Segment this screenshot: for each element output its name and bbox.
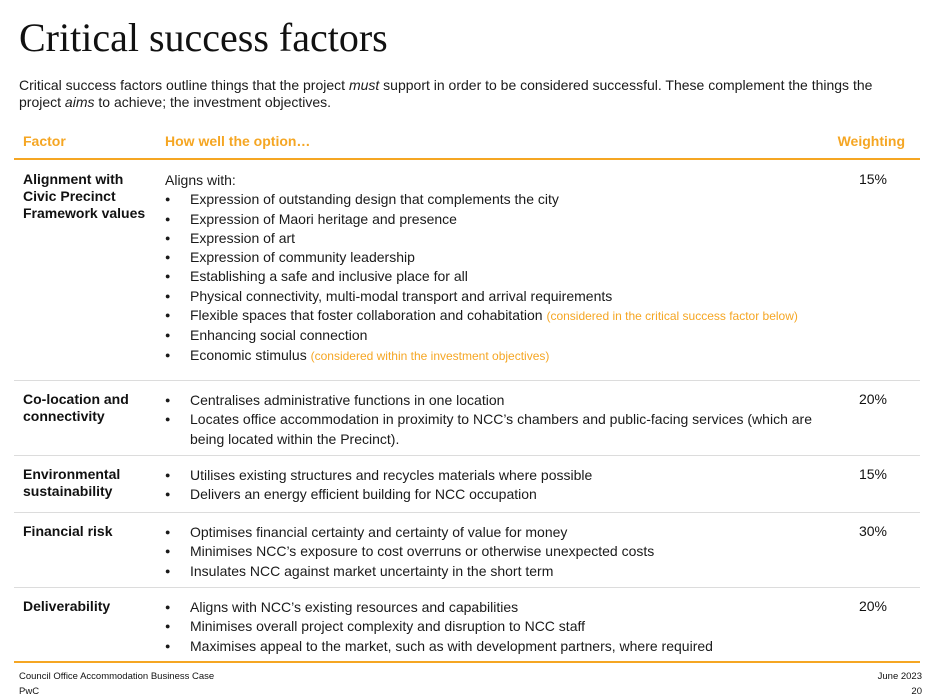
bullet-icon: ● <box>165 252 171 263</box>
list-item <box>165 326 825 345</box>
list-item <box>165 617 825 636</box>
criteria-text: Economic stimulus <box>190 346 307 363</box>
header-factor: Factor <box>23 133 66 149</box>
criteria-text: Aligns with NCC’s existing resources and capabilities <box>190 599 519 615</box>
list-item <box>165 391 825 410</box>
criteria-text: Physical connectivity, multi-modal transport and arrival requirements <box>190 287 613 304</box>
weighting-value: 15% <box>858 171 887 187</box>
criteria-cell <box>165 466 825 505</box>
intro-paragraph <box>19 77 899 111</box>
bullet-icon: ● <box>165 271 171 282</box>
criteria-text: Maximises appeal to the market, such as with development partners, where required <box>190 637 713 654</box>
weighting-value: 20% <box>858 391 887 407</box>
bullet-icon: ● <box>165 470 171 480</box>
weighting-value: 15% <box>858 466 887 482</box>
footer-document-title: Council Office Accommodation Business Case <box>19 671 215 682</box>
factor-name: Environmental sustainability <box>23 466 121 499</box>
list-item <box>165 637 825 656</box>
intro-emphasis-aims: aims <box>64 94 95 110</box>
list-item <box>165 190 825 209</box>
criteria-list <box>165 190 825 366</box>
list-item <box>165 485 825 504</box>
footer-company: PwC <box>19 686 40 697</box>
criteria-text: Enhancing social connection <box>190 327 368 344</box>
bullet-icon: ● <box>165 395 171 405</box>
criteria-text: Insulates NCC against market uncertainty in the short term <box>190 562 554 579</box>
header-weighting: Weighting <box>837 133 905 149</box>
bullet-icon: ● <box>165 330 171 341</box>
criteria-text: Minimises NCC’s exposure to cost overruns or otherwise unexpected costs <box>190 543 655 560</box>
criteria-text: Optimises financial certainty and certainty of value for money <box>190 524 568 540</box>
criteria-text: Utilises existing structures and recycles materials where possible <box>190 467 593 483</box>
weighting-value: 30% <box>858 523 887 539</box>
list-item <box>165 542 825 561</box>
bullet-icon: ● <box>165 489 171 500</box>
intro-text-3: to achieve; the investment objectives. <box>94 94 332 110</box>
bullet-icon: ● <box>165 213 171 224</box>
criteria-text: Centralises administrative functions in one location <box>190 392 505 408</box>
criteria-text: Establishing a safe and inclusive place for all <box>190 268 468 285</box>
criteria-cell <box>165 598 825 656</box>
list-item <box>165 229 825 248</box>
criteria-text: Minimises overall project complexity and disruption to NCC staff <box>190 618 586 635</box>
table-row <box>14 512 920 588</box>
factor-name: Co-location and connectivity <box>23 391 129 424</box>
bullet-icon: ● <box>165 621 171 632</box>
bullet-icon: ● <box>165 565 171 576</box>
criteria-text: Expression of art <box>190 229 296 246</box>
criteria-text: Locates office accommodation in proximity to NCC’s chambers and public-facing services (which are being located within the Precinct). <box>190 411 812 447</box>
list-item <box>165 410 825 449</box>
page-title: Critical success factors <box>19 15 388 60</box>
list-item <box>165 523 825 542</box>
intro-emphasis-must: must <box>348 77 380 93</box>
criteria-list <box>165 598 825 656</box>
footer-date: June 2023 <box>877 671 922 682</box>
intro-text-2: support in order to be considered successful. These complement the things the project <box>19 77 873 110</box>
criteria-cell <box>165 171 825 366</box>
criteria-cell <box>165 391 825 449</box>
list-item <box>165 248 825 267</box>
list-item <box>165 466 825 485</box>
table-row <box>14 455 920 513</box>
list-item <box>165 267 825 286</box>
weighting-value: 20% <box>858 598 887 614</box>
bullet-icon: ● <box>165 194 171 205</box>
criteria-note: (considered within the investment objectives) <box>310 348 550 363</box>
table-row <box>14 380 920 456</box>
bullet-icon: ● <box>165 349 171 360</box>
criteria-text: Expression of Maori heritage and presence <box>190 210 457 227</box>
factor-name: Alignment with Civic Precinct Framework values <box>23 171 146 221</box>
criteria-note: (considered in the critical success factor below) <box>546 309 798 324</box>
footer-page-number: 20 <box>911 686 922 697</box>
list-item <box>165 287 825 306</box>
table-row <box>14 160 920 381</box>
factor-name: Deliverability <box>23 598 111 614</box>
criteria-cell <box>165 523 825 581</box>
criteria-text: Flexible spaces that foster collaboration and cohabitation <box>190 307 543 324</box>
bullet-icon: ● <box>165 290 171 301</box>
bullet-icon: ● <box>165 546 171 557</box>
criteria-text: Delivers an energy efficient building for NCC occupation <box>190 486 537 503</box>
factor-name: Financial risk <box>23 523 113 539</box>
list-item <box>165 210 825 229</box>
criteria-list <box>165 391 825 449</box>
header-how-well: How well the option… <box>165 133 311 149</box>
bullet-icon: ● <box>165 527 171 537</box>
list-item <box>165 346 825 366</box>
list-item <box>165 598 825 617</box>
bullet-icon: ● <box>165 310 171 321</box>
list-item <box>165 306 825 326</box>
criteria-text: Expression of outstanding design that complements the city <box>190 191 559 208</box>
criteria-text: Expression of community leadership <box>190 249 415 266</box>
bullet-icon: ● <box>165 414 171 425</box>
criteria-list <box>165 466 825 505</box>
intro-text-1: Critical success factors outline things that the project <box>19 77 349 93</box>
bullet-icon: ● <box>165 232 171 243</box>
bullet-icon: ● <box>165 640 171 651</box>
table-row <box>14 587 920 663</box>
criteria-lead: Aligns with: <box>165 172 236 188</box>
list-item <box>165 562 825 581</box>
table-header <box>14 128 920 160</box>
criteria-list <box>165 523 825 581</box>
bullet-icon: ● <box>165 602 171 612</box>
